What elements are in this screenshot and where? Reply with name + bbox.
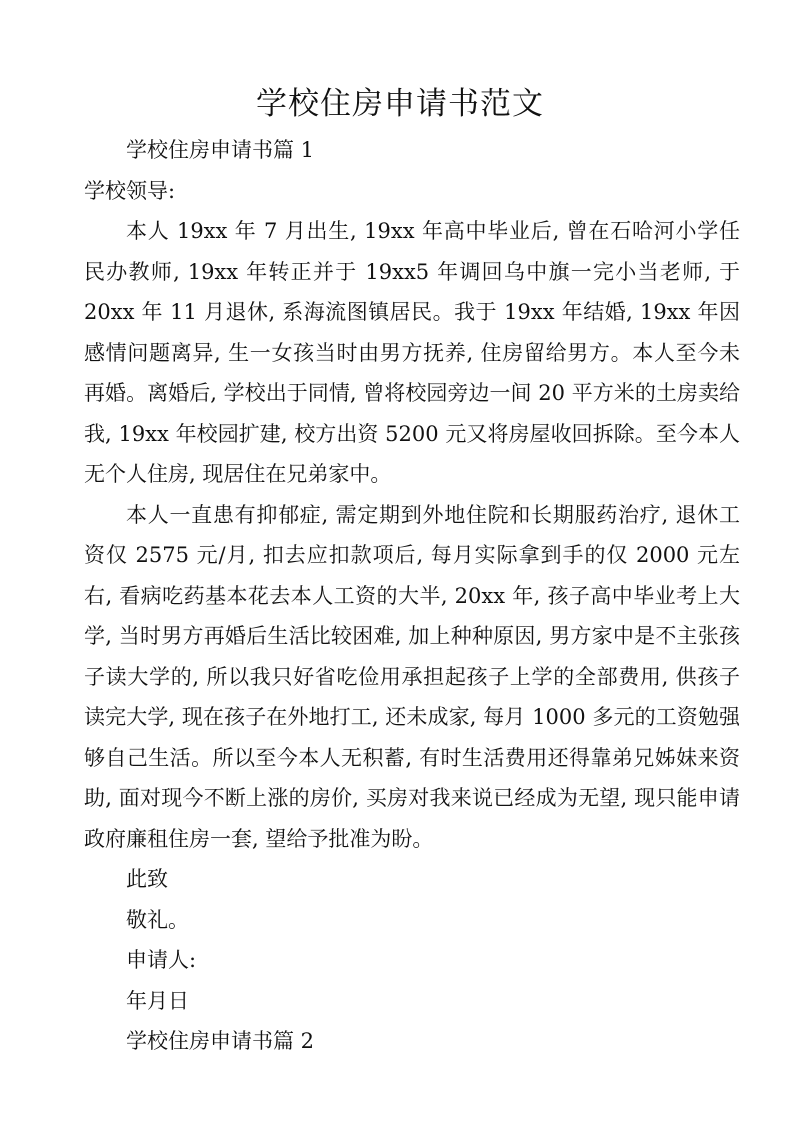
section-heading-2: 学校住房申请书篇 2	[126, 1029, 315, 1053]
document-title: 学校住房申请书范文	[256, 86, 544, 122]
applicant-line: 申请人:	[126, 948, 197, 972]
closing-line-2: 敬礼。	[126, 907, 189, 932]
closing-line-1: 此致	[126, 867, 168, 891]
body-paragraph-2: 本人一直患有抑郁症, 需定期到外地住院和长期服药治疗, 退休工资仅 2575 元/月, 扣去应扣款项后, 每月实际拿到手的仅 2000 元左右, 看病吃药基本花去本人工资的大半, 20xx 年, 孩子高中毕业考上大学, 当时男方再婚后生活比较困难, 加上种种原因, 男方家中是不主张孩子读大学的, 所以我只好省吃俭用承担起孩子上学的全部费用, 供孩子读完大学, 现在孩子在外地打工, 还未成家, 每月 1000 多元的工资勉强够自己生活。所以至今本人无积蓄, 有时生活费用还得靠弟兄姊妹来资助, 面对现今不断上涨的房价, 买房对我来说已经成为无望, 现只能申请政府廉租住房一套, 望给予批准为盼。	[84, 502, 740, 851]
salutation: 学校领导:	[84, 178, 176, 203]
body-paragraph-1: 本人 19xx 年 7 月出生, 19xx 年高中毕业后, 曾在石哈河小学任民办教师, 19xx 年转正并于 19xx5 年调回乌中旗一完小当老师, 于 20xx 年 11 月退休, 系海流图镇居民。我于 19xx 年结婚, 19xx 年因感情问题离异, 生一女孩当时由男方抚养, 住房留给男方。本人至今未再婚。离婚后, 学校出于同情, 曾将校园旁边一间 20 平方米的土房卖给我, 19xx 年校园扩建, 校方出资 5200 元又将房屋收回拆除。至今本人无个人住房, 现居住在兄弟家中。	[84, 219, 740, 486]
document-body	[84, 130, 740, 1062]
section-heading-1: 学校住房申请书篇 1	[126, 138, 315, 162]
date-line: 年月日	[126, 988, 189, 1013]
